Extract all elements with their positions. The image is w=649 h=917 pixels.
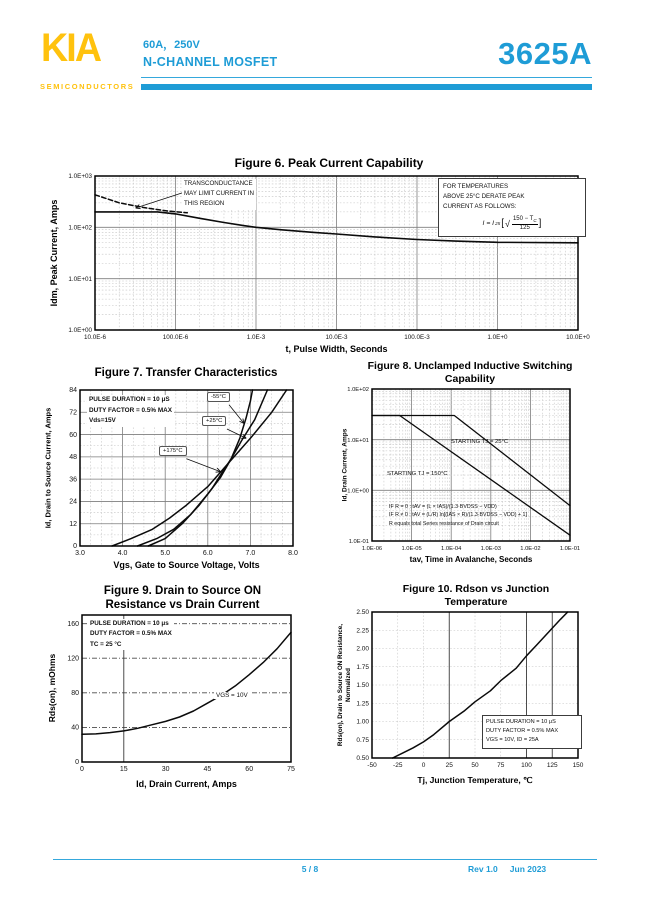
figure-9-x-axis-label: Id, Drain Current, Amps bbox=[136, 779, 237, 789]
figure-10-plot bbox=[333, 581, 627, 805]
svg-text:-50: -50 bbox=[367, 762, 377, 769]
svg-text:1.0E+01: 1.0E+01 bbox=[347, 437, 369, 444]
svg-text:1.0E+01: 1.0E+01 bbox=[68, 275, 92, 283]
svg-text:1.0E-01: 1.0E-01 bbox=[559, 546, 581, 552]
figure-6-x-axis-label: t, Pulse Width, Seconds bbox=[285, 344, 388, 354]
figure-6-peak-current-capability bbox=[40, 150, 618, 362]
svg-text:1.0E+0: 1.0E+0 bbox=[487, 334, 508, 341]
svg-text:75: 75 bbox=[287, 766, 295, 773]
footer-revision: Rev 1.0 bbox=[468, 864, 498, 874]
svg-text:1.0E+02: 1.0E+02 bbox=[68, 224, 92, 232]
figure-10-y-axis-label: Rds(on), Drain to Source ON Resistance, Normalized bbox=[337, 623, 352, 747]
svg-text:1.25: 1.25 bbox=[356, 700, 369, 708]
footer-rule bbox=[53, 859, 597, 860]
sqrt-symbol: √ bbox=[504, 218, 510, 229]
svg-text:1.0E-06: 1.0E-06 bbox=[361, 546, 383, 552]
svg-text:15: 15 bbox=[119, 766, 128, 773]
figure-8-y-axis-label: Id, Drain Current, Amps bbox=[341, 428, 349, 502]
kia-logo: KIA bbox=[41, 26, 101, 70]
svg-text:2.25: 2.25 bbox=[356, 627, 369, 635]
svg-text:1.00: 1.00 bbox=[356, 718, 369, 726]
svg-text:2.50: 2.50 bbox=[356, 609, 369, 617]
svg-text:0.50: 0.50 bbox=[356, 755, 369, 763]
figure-7-y-axis-label: Id, Drain to Source Current, Amps bbox=[43, 407, 53, 529]
curve-label-plus175c: +175°C bbox=[159, 446, 187, 456]
svg-text:0: 0 bbox=[73, 543, 77, 551]
header-device-info bbox=[143, 36, 277, 69]
svg-text:0: 0 bbox=[75, 759, 79, 767]
svg-text:1.0E-03: 1.0E-03 bbox=[480, 546, 501, 552]
figure-6-transconductance-note: TRANSCONDUCTANCE MAY LIMIT CURRENT IN THIS REGION bbox=[182, 179, 256, 210]
svg-text:72: 72 bbox=[69, 409, 77, 417]
figure-10-test-conditions: PULSE DURATION = 10 μS DUTY FACTOR = 0.5% MAX VGS = 10V, ID = 25A bbox=[482, 715, 582, 749]
svg-text:36: 36 bbox=[69, 476, 77, 484]
figure-9-plot bbox=[38, 583, 303, 805]
device-type: N-CHANNEL MOSFET bbox=[143, 55, 278, 69]
svg-text:50: 50 bbox=[471, 762, 479, 769]
svg-text:7.0: 7.0 bbox=[245, 550, 256, 557]
svg-text:1.0E-01: 1.0E-01 bbox=[348, 539, 369, 546]
curve-label-plus25c: +25°C bbox=[202, 416, 226, 426]
header-rule-thin bbox=[141, 77, 592, 78]
svg-text:160: 160 bbox=[67, 620, 79, 628]
svg-text:125: 125 bbox=[546, 762, 558, 769]
footer-revision-block bbox=[468, 864, 546, 874]
figure-7-test-conditions: PULSE DURATION = 10 μS DUTY FACTOR = 0.5% MAX Vds=15V bbox=[87, 395, 174, 427]
svg-text:100.0E-6: 100.0E-6 bbox=[162, 334, 189, 341]
figure-9-y-axis-label: Rds(on), mOhms bbox=[47, 653, 57, 723]
part-number: 3625A bbox=[498, 36, 592, 71]
svg-text:2.00: 2.00 bbox=[356, 645, 369, 653]
starting-tj-150c-label: STARTING TJ = 150°C bbox=[387, 471, 448, 477]
svg-text:24: 24 bbox=[69, 498, 77, 506]
svg-text:60: 60 bbox=[245, 766, 254, 773]
svg-text:1.0E-3: 1.0E-3 bbox=[246, 334, 266, 341]
svg-text:1.0E-04: 1.0E-04 bbox=[441, 546, 462, 552]
svg-text:60: 60 bbox=[69, 431, 77, 439]
figure-6-y-axis-label: Idm, Peak Current, Amps bbox=[49, 199, 59, 307]
svg-text:150: 150 bbox=[572, 762, 584, 769]
figure-8-unclamped-inductive-switching bbox=[333, 358, 627, 578]
figure-8-avalanche-equations: IF R = 0 : tAV = (L × IAS)/(1.3·BVDSS − VDD) IF R ≠ 0 : tAV = (L/R) ln[(IAS × R)/(1.3·BVDSS − VDD) + 1] R equals total Series resistance of Drain circuit bbox=[389, 504, 527, 527]
svg-text:1.0E+02: 1.0E+02 bbox=[347, 387, 369, 394]
svg-text:6.0: 6.0 bbox=[202, 550, 213, 557]
svg-text:10.0E+0: 10.0E+0 bbox=[566, 334, 590, 341]
figure-9-vgs-label: VGS = 10V bbox=[216, 692, 248, 699]
starting-tj-25c-label: STARTING TJ = 25°C bbox=[451, 439, 509, 445]
svg-text:100.0E-3: 100.0E-3 bbox=[404, 334, 430, 341]
svg-text:1.0E+03: 1.0E+03 bbox=[68, 173, 92, 181]
svg-text:120: 120 bbox=[67, 655, 79, 663]
svg-text:3.0: 3.0 bbox=[75, 550, 85, 557]
svg-text:10.0E-3: 10.0E-3 bbox=[325, 334, 348, 341]
figure-10-rdson-vs-junction-temperature bbox=[333, 581, 627, 805]
svg-text:48: 48 bbox=[69, 454, 77, 462]
svg-text:1.0E+00: 1.0E+00 bbox=[347, 488, 369, 495]
figure-9-rdson-vs-drain-current bbox=[38, 583, 303, 805]
svg-text:0: 0 bbox=[421, 762, 426, 769]
svg-text:4.0: 4.0 bbox=[117, 550, 128, 557]
svg-text:1.0E-02: 1.0E-02 bbox=[520, 546, 541, 552]
curve-label-minus55c: -55°C bbox=[207, 392, 230, 402]
svg-text:10.0E-6: 10.0E-6 bbox=[83, 334, 107, 341]
figure-7-title: Figure 7. Transfer Characteristics bbox=[94, 367, 278, 379]
svg-text:45: 45 bbox=[203, 766, 212, 773]
svg-text:0.75: 0.75 bbox=[356, 736, 369, 744]
device-rating: 60A，250V bbox=[143, 39, 200, 51]
svg-text:1.75: 1.75 bbox=[356, 663, 369, 671]
figure-8-x-axis-label: tav, Time in Avalanche, Seconds bbox=[409, 555, 533, 564]
figure-9-test-conditions: PULSE DURATION = 10 μs DUTY FACTOR = 0.5% MAX TC = 25 °C bbox=[88, 619, 174, 650]
svg-text:30: 30 bbox=[161, 766, 170, 773]
svg-text:75: 75 bbox=[497, 762, 505, 769]
svg-text:25: 25 bbox=[445, 762, 453, 769]
svg-text:100: 100 bbox=[521, 762, 532, 769]
figure-9-title: Figure 9. Drain to Source ON Resistance vs Drain Current bbox=[103, 585, 262, 611]
derating-formula: I = I 25 [ √ $\frac{150 - T_C}{125}$ ] bbox=[482, 216, 542, 231]
svg-text:5.0: 5.0 bbox=[160, 550, 171, 557]
figure-7-x-axis-label: Vgs, Gate to Source Voltage, Volts bbox=[113, 560, 260, 570]
svg-text:40: 40 bbox=[71, 724, 79, 732]
figure-6-derating-note: FOR TEMPERATURES ABOVE 25°C DERATE PEAK CURRENT AS FOLLOWS: I = I 25 [ √ $\frac{150 - T_C}{125}$ ] bbox=[438, 178, 586, 237]
svg-text:0: 0 bbox=[80, 766, 84, 773]
svg-text:1.0E-05: 1.0E-05 bbox=[401, 546, 422, 552]
figure-10-x-axis-label: Tj, Junction Temperature, ℃ bbox=[417, 775, 533, 785]
figure-7-transfer-characteristics bbox=[35, 362, 307, 578]
footer-date: Jun 2023 bbox=[509, 864, 547, 874]
header-rule-thick bbox=[141, 84, 592, 90]
figure-6-title: Figure 6. Peak Current Capability bbox=[234, 156, 424, 170]
svg-text:1.0E+00: 1.0E+00 bbox=[68, 327, 92, 335]
figure-8-plot bbox=[333, 358, 627, 578]
figure-10-title: Figure 10. Rdson vs Junction Temperature bbox=[402, 583, 550, 608]
figure-8-title: Figure 8. Unclamped Inductive Switching Capability bbox=[367, 360, 573, 385]
svg-text:1.50: 1.50 bbox=[356, 682, 369, 690]
svg-text:8.0: 8.0 bbox=[288, 550, 298, 557]
svg-text:-25: -25 bbox=[393, 762, 403, 769]
page-indicator: 5 / 8 bbox=[301, 864, 319, 874]
svg-text:80: 80 bbox=[71, 690, 79, 698]
svg-text:12: 12 bbox=[69, 520, 77, 528]
logo-subtext: SEMICONDUCTORS bbox=[40, 82, 135, 91]
svg-text:84: 84 bbox=[69, 387, 77, 395]
